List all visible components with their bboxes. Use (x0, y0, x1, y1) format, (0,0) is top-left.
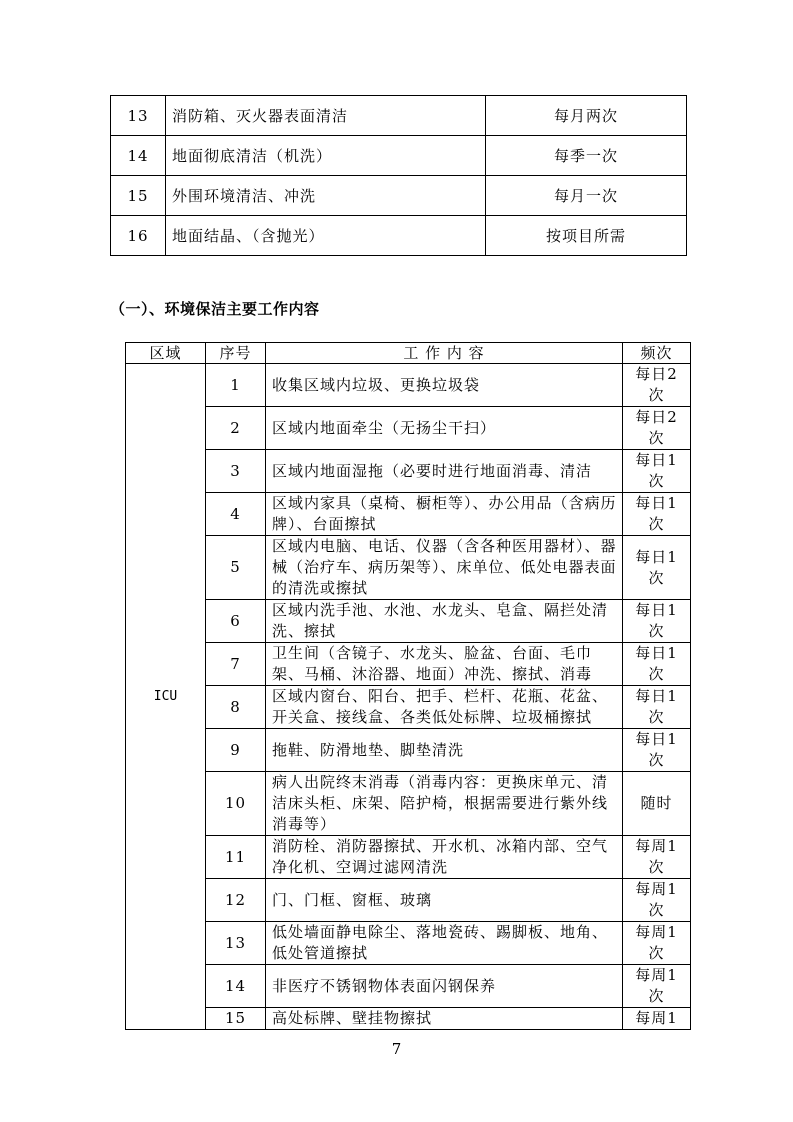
frequency-text: 每日1次 (635, 547, 678, 587)
row-number: 15 (206, 1008, 266, 1030)
area-cell: ICU (126, 364, 206, 1030)
row-frequency (623, 450, 691, 493)
header-frequency: 频次 (623, 343, 691, 364)
table-row (126, 922, 691, 965)
table-row (111, 216, 687, 256)
row-content: 区域内地面牵尘（无扬尘干扫） (266, 407, 623, 450)
row-frequency (623, 772, 691, 836)
table-row (126, 407, 691, 450)
row-content: 收集区域内垃圾、更换垃圾袋 (266, 364, 623, 407)
row-content: 地面彻底清洁（机洗） (166, 136, 486, 176)
frequency-text: 随时 (640, 794, 673, 812)
row-number: 2 (206, 407, 266, 450)
frequency-text: 每日1次 (635, 601, 678, 640)
row-content: 区域内窗台、阳台、把手、栏杆、花瓶、花盆、开关盒、接线盒、各类低处标牌、垃圾桶擦拭 (266, 686, 623, 729)
table-row (111, 96, 687, 136)
table-row (111, 176, 687, 216)
row-number: 12 (206, 879, 266, 922)
frequency-text: 每周1次 (635, 966, 678, 1005)
row-content: 区域内电脑、电话、仪器（含各种医用器材）、器械（治疗车、病历架等）、床单位、低处电器表面的清洗或擦拭 (266, 536, 623, 600)
row-frequency (623, 407, 691, 450)
frequency-text: 每日2次 (635, 365, 678, 404)
row-frequency (623, 1008, 691, 1030)
row-frequency (623, 922, 691, 965)
row-number: 4 (206, 493, 266, 536)
table-row (126, 729, 691, 772)
header-area: 区域 (126, 343, 206, 364)
frequency-text: 每日1次 (635, 644, 678, 683)
frequency-text: 每日1次 (635, 687, 678, 726)
row-number: 13 (111, 96, 166, 136)
row-number: 13 (206, 922, 266, 965)
header-content: 工 作 内 容 (266, 343, 623, 364)
row-content: 拖鞋、防滑地垫、脚垫清洗 (266, 729, 623, 772)
row-frequency: 按项目所需 (486, 216, 687, 256)
row-content: 区域内家具（桌椅、橱柜等）、办公用品（含病历牌）、台面擦拭 (266, 493, 623, 536)
row-content: 卫生间（含镜子、水龙头、脸盆、台面、毛巾架、马桶、沐浴器、地面）冲洗、擦拭、消毒 (266, 643, 623, 686)
frequency-text: 每周1次 (635, 837, 678, 876)
row-number: 3 (206, 450, 266, 493)
table-row (126, 643, 691, 686)
row-frequency (623, 729, 691, 772)
row-content: 高处标牌、壁挂物擦拭 (266, 1008, 623, 1030)
frequency-text: 每日1次 (635, 730, 678, 769)
row-number: 11 (206, 836, 266, 879)
table-row (126, 493, 691, 536)
table-row (126, 1008, 691, 1030)
row-number: 16 (111, 216, 166, 256)
row-number: 6 (206, 600, 266, 643)
table-row (126, 600, 691, 643)
row-content: 门、门框、窗框、玻璃 (266, 879, 623, 922)
row-frequency (623, 600, 691, 643)
row-content: 外围环境清洁、冲洗 (166, 176, 486, 216)
row-frequency: 每月两次 (486, 96, 687, 136)
row-frequency (623, 493, 691, 536)
table-row (111, 136, 687, 176)
table-row (126, 836, 691, 879)
row-number: 8 (206, 686, 266, 729)
row-content: 地面结晶、（含抛光） (166, 216, 486, 256)
table-row (126, 686, 691, 729)
row-content: 消防栓、消防器擦拭、开水机、冰箱内部、空气净化机、空调过滤网清洗 (266, 836, 623, 879)
table-row (126, 879, 691, 922)
frequency-text: 每日1次 (635, 494, 678, 533)
row-number: 9 (206, 729, 266, 772)
table-row (126, 965, 691, 1008)
table-row (126, 364, 691, 407)
row-frequency (623, 536, 691, 600)
frequency-text: 每日2次 (635, 408, 678, 447)
frequency-text: 每周1次 (635, 880, 678, 919)
row-number: 14 (111, 136, 166, 176)
row-content: 病人出院终末消毒（消毒内容：更换床单元、清洁床头柜、床架、陪护椅，根据需要进行紫外线消毒等） (266, 772, 623, 836)
page-number: 7 (391, 1040, 402, 1058)
environment-cleaning-table (125, 342, 691, 1030)
row-frequency (623, 364, 691, 407)
table-row (126, 772, 691, 836)
row-frequency: 每季一次 (486, 136, 687, 176)
frequency-text: 每周1次 (635, 923, 678, 962)
frequency-text: 每日1次 (635, 451, 678, 490)
row-content: 区域内洗手池、水池、水龙头、皂盒、隔拦处清洗、擦拭 (266, 600, 623, 643)
row-frequency (623, 879, 691, 922)
frequency-text: 每周1 (635, 1009, 678, 1027)
row-frequency (623, 965, 691, 1008)
table-header-row (126, 343, 691, 364)
row-number: 7 (206, 643, 266, 686)
row-number: 15 (111, 176, 166, 216)
row-frequency (623, 686, 691, 729)
row-number: 1 (206, 364, 266, 407)
row-number: 14 (206, 965, 266, 1008)
row-content: 消防箱、灭火器表面清洁 (166, 96, 486, 136)
row-content: 区域内地面湿拖（必要时进行地面消毒、清洁 (266, 450, 623, 493)
cleaning-frequency-table-continued (110, 95, 687, 256)
row-number: 10 (206, 772, 266, 836)
row-frequency (623, 643, 691, 686)
table-row (126, 536, 691, 600)
row-content: 非医疗不锈钢物体表面闪钢保养 (266, 965, 623, 1008)
row-frequency (623, 836, 691, 879)
row-frequency: 每月一次 (486, 176, 687, 216)
table-row (126, 450, 691, 493)
section-heading: （一）、环境保洁主要工作内容 (110, 300, 320, 318)
row-content: 低处墙面静电除尘、落地瓷砖、踢脚板、地角、低处管道擦拭 (266, 922, 623, 965)
row-number: 5 (206, 536, 266, 600)
header-number: 序号 (206, 343, 266, 364)
